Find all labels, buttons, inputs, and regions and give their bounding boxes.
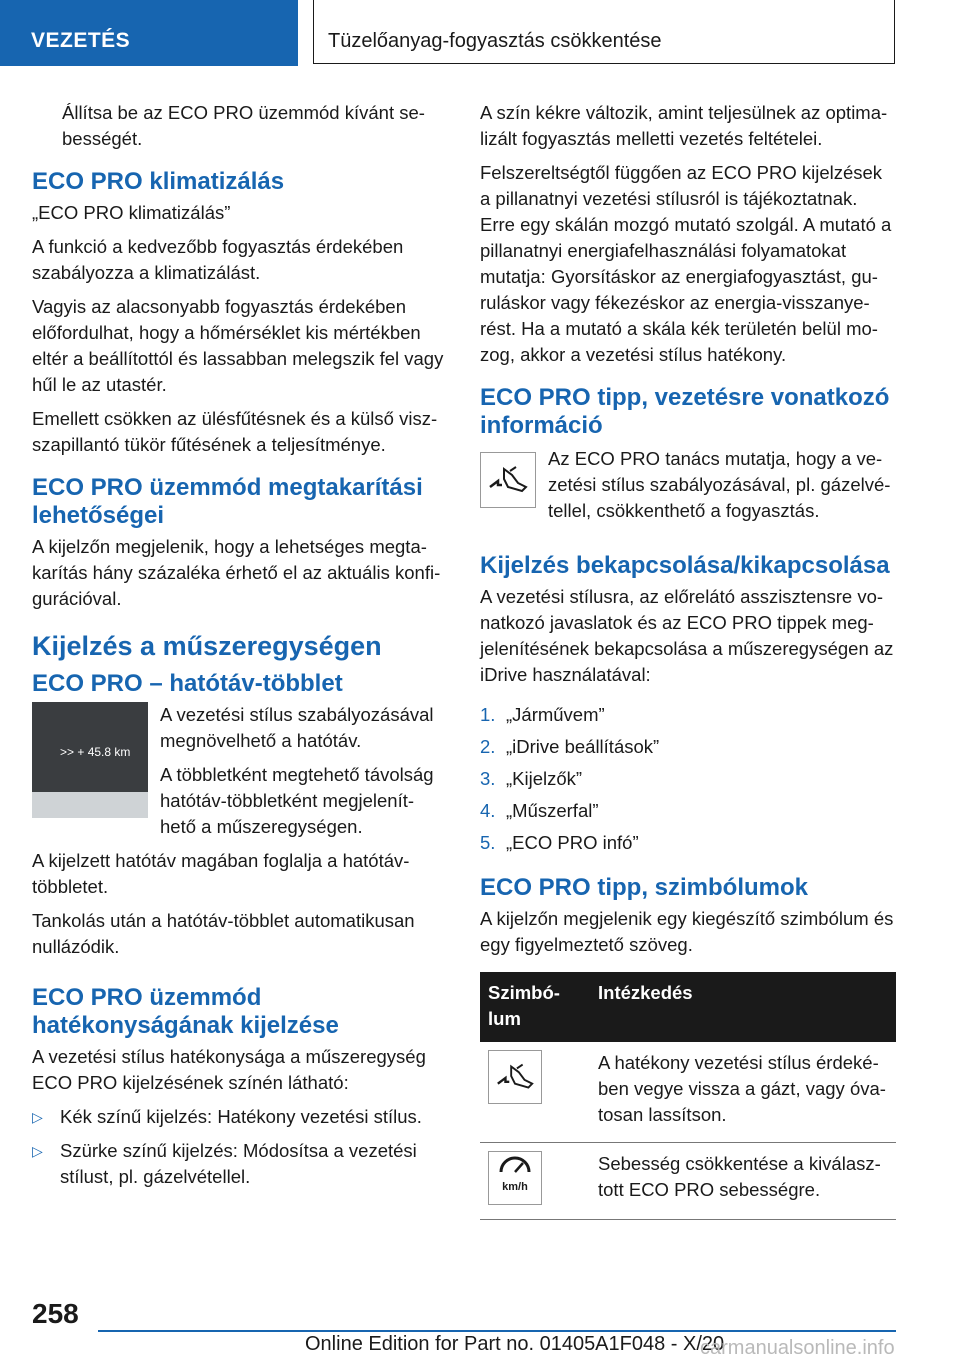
bullet-text: Kék színű kijelzés: Hatékony vezetési stílus. xyxy=(60,1106,422,1127)
speedometer-icon xyxy=(488,1151,542,1205)
display-band xyxy=(32,792,148,818)
triangle-bullet-icon: ▷ xyxy=(32,1143,43,1159)
table-row xyxy=(480,1042,896,1143)
page-header xyxy=(313,0,895,64)
climate-text-3: Vagyis az alacsonyabb fogyasztás érdekében előfordulhat, hogy a hőmérséklet kis mértékben eltér a beállítottól és lassabban melegszik fel vagy hűl le az utastér. xyxy=(32,296,444,395)
cluster-heading: Kijelzés a műszeregységen xyxy=(32,631,382,661)
bullet-text: Szürke színű kijelzés: Módosítsa a vezetési stílust, pl. gázelvétellel. xyxy=(60,1140,417,1187)
range-text-1: A vezetési stílus szabályozásával megnövelhető a hatótáv. xyxy=(160,704,434,751)
step-item xyxy=(480,830,896,856)
symbols-heading: ECO PRO tipp, szimbólumok xyxy=(480,874,809,901)
step-number: 2. xyxy=(480,736,496,757)
step-number: 1. xyxy=(480,704,496,725)
table-header-row xyxy=(480,972,896,1042)
step-text: „Műszerfal” xyxy=(506,800,599,821)
step-number: 3. xyxy=(480,768,496,789)
right-column xyxy=(480,100,896,1220)
intro-text: Állítsa be az ECO PRO üzemmód kívánt se-bességét. xyxy=(62,102,425,149)
climate-heading: ECO PRO klimatizálás xyxy=(32,168,285,195)
table-cell-action: A hatékony vezetési stílus érdeké-ben vegye vissza a gázt, vagy óva-tosan lassítson. xyxy=(590,1042,896,1143)
step-item xyxy=(480,702,896,728)
range-text-2: A többletként megtehető távolság hatótáv-többletként megjelenít-hető a műszeregységen. xyxy=(160,764,434,837)
climate-text-2: A funkció a kedvezőbb fogyasztás érdekében szabályozza a klimatizálást. xyxy=(32,236,404,283)
climate-text-4: Emellett csökken az ülésfűtésnek és a külső visz-szapillantó tükör fűtésének a teljesítménye. xyxy=(32,408,438,455)
efficiency-text: A vezetési stílus hatékonysága a műszeregység ECO PRO kijelzésének színén látható: xyxy=(32,1046,426,1093)
section-label: VEZETÉS xyxy=(31,29,131,52)
savings-heading: ECO PRO üzemmód megtakarítási lehetőségei xyxy=(32,474,423,529)
section-tab xyxy=(0,0,298,66)
step-item xyxy=(480,766,896,792)
tip-heading: ECO PRO tipp, vezetésre vonatkozó információ xyxy=(480,384,890,439)
step-number: 5. xyxy=(480,832,496,853)
left-column xyxy=(32,100,450,1198)
indicator-text: Felszereltségtől függően az ECO PRO kijelzések a pillanatnyi vezetési stílusról is tájékoztatnak. Erre egy skálán mozgó mutató szolgál. A mutató a pillanatnyi energiafelhasználási folyamatokat mutatja: Gyorsításkor az energiafogyasztást, gu-ruláskor vagy fékezéskor az energia-visszanye-rést. Ha a mutató a skála kék területén belül mo-zog, akkor a vezetési stílus hatékony. xyxy=(480,162,892,365)
range-readout: >> + 45.8 km xyxy=(60,745,131,759)
foot-off-pedal-icon xyxy=(488,1050,542,1104)
step-item xyxy=(480,734,896,760)
tip-symbol xyxy=(480,452,536,508)
savings-text: A kijelzőn megjelenik, hogy a lehetséges megta-karítás hány százaléka érhető el az aktuális konfi-gurációval. xyxy=(32,536,441,609)
step-text: „Járművem” xyxy=(506,704,605,725)
edition-text: Online Edition for Part no. 01405A1F048 - X/20 xyxy=(305,1333,725,1355)
range-figure-text xyxy=(160,702,450,848)
step-number: 4. xyxy=(480,800,496,821)
footer-divider xyxy=(98,1330,896,1332)
symbols-table xyxy=(480,972,896,1220)
display-toggle-heading: Kijelzés bekapcsolása/kikapcsolása xyxy=(480,552,890,579)
page-title: Tüzelőanyag-fogyasztás csökkentése xyxy=(328,30,662,52)
range-text-3: A kijelzett hatótáv magában foglalja a hatótáv-többletet. xyxy=(32,850,410,897)
table-cell-symbol xyxy=(480,1143,590,1220)
tip-text: Az ECO PRO tanács mutatja, hogy a ve-zetési stílus szabályozásával, pl. gázelvé-tellel, csökkenthető a fogyasztás. xyxy=(548,448,891,521)
tip-block xyxy=(480,446,896,532)
range-heading: ECO PRO – hatótáv-többlet xyxy=(32,670,343,697)
table-cell-symbol xyxy=(480,1042,590,1143)
step-item xyxy=(480,798,896,824)
table-header-symbol: Szimbó-lum xyxy=(480,972,590,1042)
bullet-item xyxy=(32,1138,450,1190)
tip-text-wrap xyxy=(548,446,896,532)
efficiency-heading: ECO PRO üzemmód hatékonyságának kijelzése xyxy=(32,984,339,1039)
triangle-bullet-icon: ▷ xyxy=(32,1109,43,1125)
speed-unit-label: km/h xyxy=(502,1181,528,1193)
symbols-text: A kijelzőn megjelenik egy kiegészítő szimbólum és egy figyelmeztető szöveg. xyxy=(480,908,894,955)
step-text: „ECO PRO infó” xyxy=(506,832,639,853)
watermark: carmanualsonline.info xyxy=(700,1337,895,1359)
table-cell-action: Sebesség csökkentése a kiválasz-tott ECO PRO sebességre. xyxy=(590,1143,896,1220)
table-header-action: Intézkedés xyxy=(590,972,896,1042)
table-row xyxy=(480,1143,896,1220)
display-toggle-text: A vezetési stílusra, az előrelátó asszisztensre vo-natkozó javaslatok és az ECO PRO tippek meg-jelenítésének bekapcsolása a műszeregységen az iDrive használatával: xyxy=(480,586,894,685)
climate-text-1: „ECO PRO klimatizálás” xyxy=(32,202,231,223)
color-text: A szín kékre változik, amint teljesülnek az optima-lizált fogyasztás melletti vezetés feltételei. xyxy=(480,102,888,149)
range-display-image xyxy=(32,702,148,818)
range-text-4: Tankolás után a hatótáv-többlet automatikusan nullázódik. xyxy=(32,910,415,957)
bullet-item xyxy=(32,1104,450,1130)
range-figure-block xyxy=(32,702,450,848)
step-text: „iDrive beállítások” xyxy=(506,736,660,757)
step-text: „Kijelzők” xyxy=(506,768,583,789)
foot-off-pedal-icon xyxy=(486,465,530,495)
page-number: 258 xyxy=(32,1298,79,1329)
steps-list xyxy=(480,702,896,856)
